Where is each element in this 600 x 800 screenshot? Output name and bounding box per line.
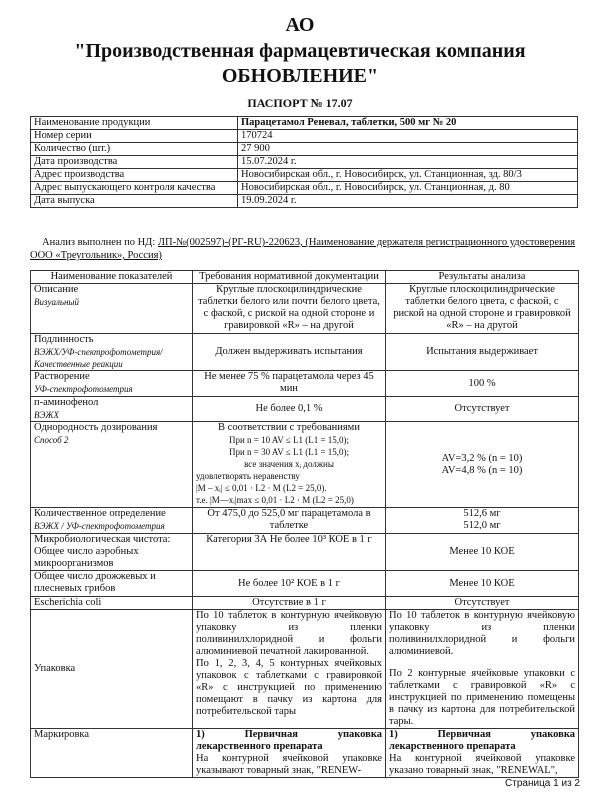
- table-row: [31, 534, 579, 571]
- param-cell: [31, 284, 193, 334]
- req-paragraph: По 1, 2, 3, 4, 5 контурных ячейковых упаковок с таблетками с гравировкой «R» с инструкцией по применению помещают в пачку из картона для потребительской тары: [196, 658, 382, 717]
- req-line: При n = 30 AV ≤ L1 (L1 = 15,0);: [228, 447, 350, 457]
- param-name: Подлинность: [34, 334, 94, 345]
- param-name: Растворение: [34, 371, 90, 382]
- table-row: [31, 422, 579, 508]
- req-paragraph: По 10 таблеток в контурную ячейковую упаковку из пленки поливинилхлоридной и фольги алюминиевой печатной лакированной.: [196, 610, 382, 657]
- table-row: [31, 508, 579, 534]
- result-cell: Менее 10 КОЕ: [386, 534, 579, 571]
- table-row: [31, 130, 578, 143]
- col-header-results: Результаты анализа: [386, 271, 579, 284]
- param-cell: [31, 397, 193, 422]
- production-address: Новосибирская обл., г. Новосибирск, ул. Станционная, зд. 80/3: [238, 169, 578, 182]
- table-row: [31, 610, 579, 729]
- requirement-cell: Категория 3А Не более 10³ КОЕ в 1 г: [193, 534, 386, 571]
- table-header-row: [31, 271, 579, 284]
- requirement-cell: Не менее 75 % парацетамола через 45 мин: [193, 371, 386, 397]
- requirement-cell: [193, 422, 386, 508]
- table-row: [31, 195, 578, 208]
- table-row: [31, 729, 579, 778]
- col-header-requirements: Требования нормативной документации: [193, 271, 386, 284]
- param-name: п-аминофенол: [34, 397, 99, 408]
- inequality-formula: |M – xᵢ| ≤ 0,01 · L2 · M (L2 = 25,0).: [196, 483, 327, 493]
- param-name: Описание: [34, 284, 79, 295]
- param-cell: [31, 422, 193, 508]
- requirement-cell: [193, 610, 386, 729]
- param-name: Микробиологическая чистота: Общее число аэробных микроорганизмов: [31, 534, 193, 571]
- row-label: Адрес выпускающего контроля качества: [31, 182, 238, 195]
- result-line: AV=4,8 % (n = 10): [441, 464, 523, 476]
- release-date: 19.09.2024 г.: [238, 195, 578, 208]
- table-row: [31, 143, 578, 156]
- param-cell: [31, 334, 193, 371]
- table-row: [31, 597, 579, 610]
- table-row: [31, 182, 578, 195]
- table-row: [31, 284, 579, 334]
- result-cell: [386, 610, 579, 729]
- param-name: Escherichia coli: [31, 597, 193, 610]
- param-method: УФ-спектрофотометрия: [34, 384, 133, 394]
- requirement-cell: Круглые плоскоцилиндрические таблетки белого или почти белого цвета, с фаской, с риской на одной стороне и гравировкой «R» – на другой: [193, 284, 386, 334]
- result-cell: Менее 10 КОЕ: [386, 571, 579, 597]
- param-cell: [31, 371, 193, 397]
- batch-number: 170724: [238, 130, 578, 143]
- product-name: Парацетамол Реневал, таблетки, 500 мг № 20: [238, 117, 578, 130]
- param-name: Маркировка: [31, 729, 193, 778]
- table-row: [31, 571, 579, 597]
- row-label: Количество (шт.): [31, 143, 238, 156]
- result-cell: [386, 508, 579, 534]
- row-label: Дата выпуска: [31, 195, 238, 208]
- qc-address: Новосибирская обл., г. Новосибирск, ул. Станционная, д. 80: [238, 182, 578, 195]
- table-row: [31, 169, 578, 182]
- requirement-cell: [193, 729, 386, 778]
- requirement-cell: Не более 0,1 %: [193, 397, 386, 422]
- param-name: Однородность дозирования: [34, 422, 158, 433]
- param-cell: [31, 508, 193, 534]
- product-info-table: [30, 116, 578, 208]
- req-line: В соответствии с требованиями: [218, 422, 360, 433]
- param-method: Визуальный: [34, 297, 80, 307]
- analysis-prefix: Анализ выполнен по НД:: [42, 237, 156, 248]
- table-row: [31, 156, 578, 169]
- row-label: Дата производства: [31, 156, 238, 169]
- row-label: Наименование продукции: [31, 117, 238, 130]
- result-cell: Отсутствует: [386, 397, 579, 422]
- result-line: 512,6 мг: [463, 508, 501, 519]
- requirement-cell: От 475,0 до 525,0 мг парацетамола в таблетке: [193, 508, 386, 534]
- result-cell: Отсутствует: [386, 597, 579, 610]
- table-row: [31, 397, 579, 422]
- param-name: Упаковка: [31, 610, 193, 729]
- param-name: Количественное определение: [34, 508, 166, 519]
- table-row: [31, 117, 578, 130]
- company-name-line1: "Производственная фармацевтическая компания: [74, 40, 526, 62]
- company-type: АО: [285, 14, 315, 36]
- passport-title: ПАСПОРТ № 17.07: [247, 96, 353, 110]
- page-number: Страница 1 из 2: [505, 778, 580, 789]
- param-method: ВЭЖХ / УФ-спектрофотометрия: [34, 521, 165, 531]
- requirement-cell: Отсутствие в 1 г: [193, 597, 386, 610]
- requirement-cell: Должен выдерживать испытания: [193, 334, 386, 371]
- result-cell: 100 %: [386, 371, 579, 397]
- result-line: AV=3,2 % (n = 10): [441, 452, 523, 464]
- req-paragraph: На контурной ячейковой упаковке указывают товарный знак, "RENEW-: [196, 753, 382, 776]
- company-name-line2: ОБНОВЛЕНИЕ": [221, 65, 379, 87]
- test-results-table: [30, 270, 579, 778]
- result-cell: [386, 422, 579, 508]
- row-label: Номер серии: [31, 130, 238, 143]
- param-method: ВЭЖХ: [34, 410, 60, 420]
- result-cell: Испытания выдерживает: [386, 334, 579, 371]
- inequality-formula-max: т.е. |M—xᵢ|max ≤ 0,01 · L2 · M (L2 = 25,0): [196, 495, 354, 505]
- table-row: [31, 334, 579, 371]
- param-method: ВЭЖХ/УФ-спектрофотометрия/ Качественные реакции: [34, 347, 163, 369]
- col-header-parameter: Наименование показателей: [31, 271, 193, 284]
- req-line: При n = 10 AV ≤ L1 (L1 = 15,0);: [228, 435, 350, 445]
- result-paragraph: По 10 таблеток в контурную ячейковую упаковку из пленки поливинилхлоридной и фольги алюминиевой.: [389, 610, 575, 657]
- result-line: 512,0 мг: [463, 520, 501, 531]
- param-name: Общее число дрожжевых и плесневых грибов: [31, 571, 193, 597]
- regulatory-doc: ЛП-№(002597)-(РГ-RU)-220623, (Наименование держателя регистрационного удостоверения ООО «Треугольник», Россия): [30, 237, 576, 261]
- result-cell: [386, 729, 579, 778]
- quantity: 27 900: [238, 143, 578, 156]
- analysis-note: [30, 236, 580, 262]
- req-paragraph: 1) Первичная упаковка лекарственного препарата: [196, 729, 382, 752]
- req-line: удовлетворять неравенству: [196, 471, 300, 481]
- result-paragraph: 1) Первичная упаковка лекарственного препарата: [389, 729, 575, 752]
- param-method: Способ 2: [34, 435, 69, 445]
- result-paragraph: На контурной ячейковой упаковке указано товарный знак, "RENEWAL",: [389, 753, 575, 776]
- requirement-cell: Не более 10² КОЕ в 1 г: [193, 571, 386, 597]
- result-cell: Круглые плоскоцилиндрические таблетки белого цвета, с фаской, с риской на одной стороне и гравировкой «R» – на другой: [386, 284, 579, 334]
- req-line: все значения xᵢ должны: [244, 459, 334, 469]
- row-label: Адрес производства: [31, 169, 238, 182]
- table-row: [31, 371, 579, 397]
- result-paragraph: По 2 контурные ячейковые упаковки с таблетками с гравировкой «R» с инструкцией по применению помещены в пачку из картона для потребительской тары.: [389, 668, 575, 727]
- production-date: 15.07.2024 г.: [238, 156, 578, 169]
